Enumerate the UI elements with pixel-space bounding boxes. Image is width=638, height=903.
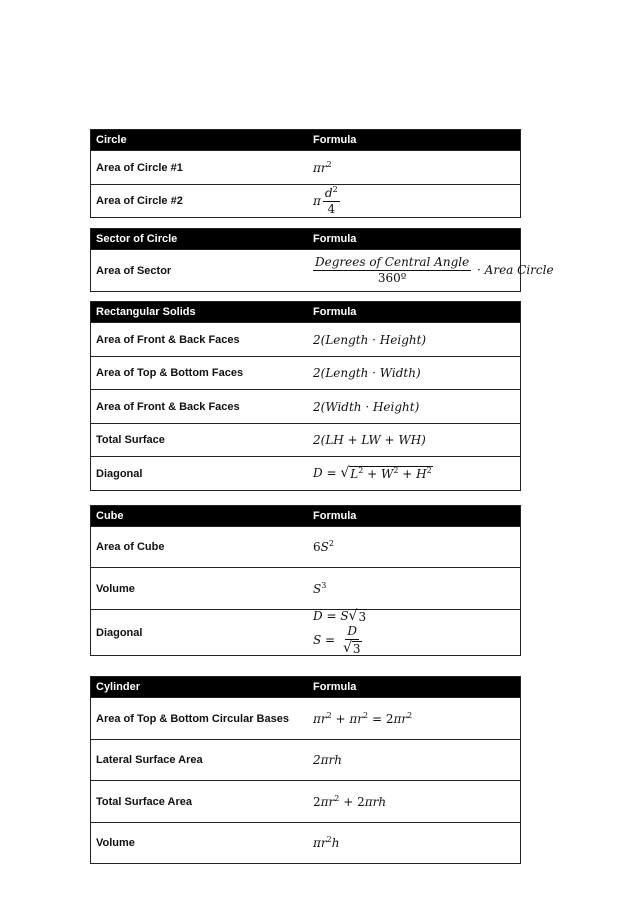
table-row bbox=[91, 526, 520, 567]
table-row bbox=[91, 567, 520, 609]
row-formula: D = √ $L^2 + W^2 + H^2$ bbox=[313, 465, 432, 481]
row-formula: 2(Width · Height) bbox=[313, 399, 420, 414]
row-formula: π $\frac{d^2}{4}$ bbox=[313, 184, 338, 216]
row-label: Lateral Surface Area bbox=[96, 754, 203, 766]
row-label: Area of Circle #2 bbox=[96, 195, 183, 207]
cube-diagonal-line-1: D = S √ 3 bbox=[313, 608, 367, 624]
table-row bbox=[91, 609, 520, 655]
rectangular-solids-table bbox=[90, 301, 521, 491]
row-label: Volume bbox=[96, 837, 135, 849]
row-formula: 2(Length · Height) bbox=[313, 332, 427, 347]
header-formula: Formula bbox=[313, 233, 357, 245]
table-row bbox=[91, 150, 520, 184]
sector-table bbox=[90, 228, 554, 292]
row-formula: $\pi r^2h$ bbox=[313, 835, 340, 850]
header-label: Sector of Circle bbox=[96, 233, 178, 245]
header-label: Cube bbox=[96, 510, 124, 522]
row-label: Total Surface bbox=[96, 434, 165, 446]
table-row bbox=[91, 739, 520, 780]
header-label: Circle bbox=[96, 134, 127, 146]
row-label: Area of Front & Back Faces bbox=[96, 333, 240, 346]
row-label: Area of Cube bbox=[96, 541, 165, 553]
table-row bbox=[91, 822, 520, 863]
table-row bbox=[91, 184, 520, 217]
table-header bbox=[91, 302, 520, 322]
table-header bbox=[91, 677, 520, 697]
row-formula: $2\pi r^2 + 2\pi rh$ bbox=[313, 793, 387, 809]
row-formula: $\pi r^2 + \pi r^2 = 2\pi r^2$ bbox=[313, 710, 413, 726]
header-formula: Formula bbox=[313, 681, 357, 693]
row-label: Area of Top & Bottom Faces bbox=[96, 367, 244, 379]
header-label: Rectangular Solids bbox=[96, 306, 196, 318]
row-formula: $\pi r^2$ bbox=[313, 159, 332, 175]
table-row bbox=[91, 356, 520, 389]
row-label: Area of Front & Back Faces bbox=[96, 400, 240, 413]
row-formula bbox=[313, 609, 520, 656]
table-row bbox=[91, 322, 520, 356]
row-formula: 2(Length · Width) bbox=[313, 366, 421, 380]
cube-table bbox=[90, 505, 521, 656]
header-label: Cylinder bbox=[96, 681, 141, 693]
row-formula: 2(LH + LW + WH) bbox=[313, 433, 426, 447]
row-label: Area of Top & Bottom Circular Bases bbox=[96, 712, 289, 725]
table-row bbox=[91, 456, 520, 490]
cube-diagonal-line-2: S = D √ 3 bbox=[313, 624, 361, 656]
row-formula: $S^3$ bbox=[313, 580, 327, 596]
row-label: Total Surface Area bbox=[96, 795, 192, 808]
table-row bbox=[91, 423, 520, 456]
sector-numerator: Degrees of Central Angle bbox=[315, 255, 470, 269]
table-row bbox=[91, 249, 554, 291]
row-label: Volume bbox=[96, 582, 135, 595]
table-header bbox=[91, 130, 520, 150]
row-label: Diagonal bbox=[96, 626, 143, 639]
row-label: Area of Sector bbox=[96, 264, 172, 277]
table-row bbox=[91, 697, 520, 739]
sector-denominator: 360º bbox=[377, 271, 407, 285]
row-label: Area of Circle #1 bbox=[96, 161, 183, 174]
header-formula: Formula bbox=[313, 510, 357, 522]
row-label: Diagonal bbox=[96, 467, 143, 480]
row-formula: $6S^2$ bbox=[313, 539, 334, 554]
header-formula: Formula bbox=[313, 134, 357, 146]
table-header bbox=[91, 506, 520, 526]
sector-suffix: · Area Circle bbox=[477, 263, 554, 277]
header-formula: Formula bbox=[313, 306, 357, 318]
circle-table bbox=[90, 129, 521, 218]
table-row bbox=[91, 780, 520, 822]
table-header bbox=[91, 229, 520, 249]
row-formula: 2πrh bbox=[313, 753, 342, 767]
row-formula bbox=[311, 256, 554, 285]
table-row bbox=[91, 389, 520, 423]
cylinder-table bbox=[90, 676, 521, 864]
